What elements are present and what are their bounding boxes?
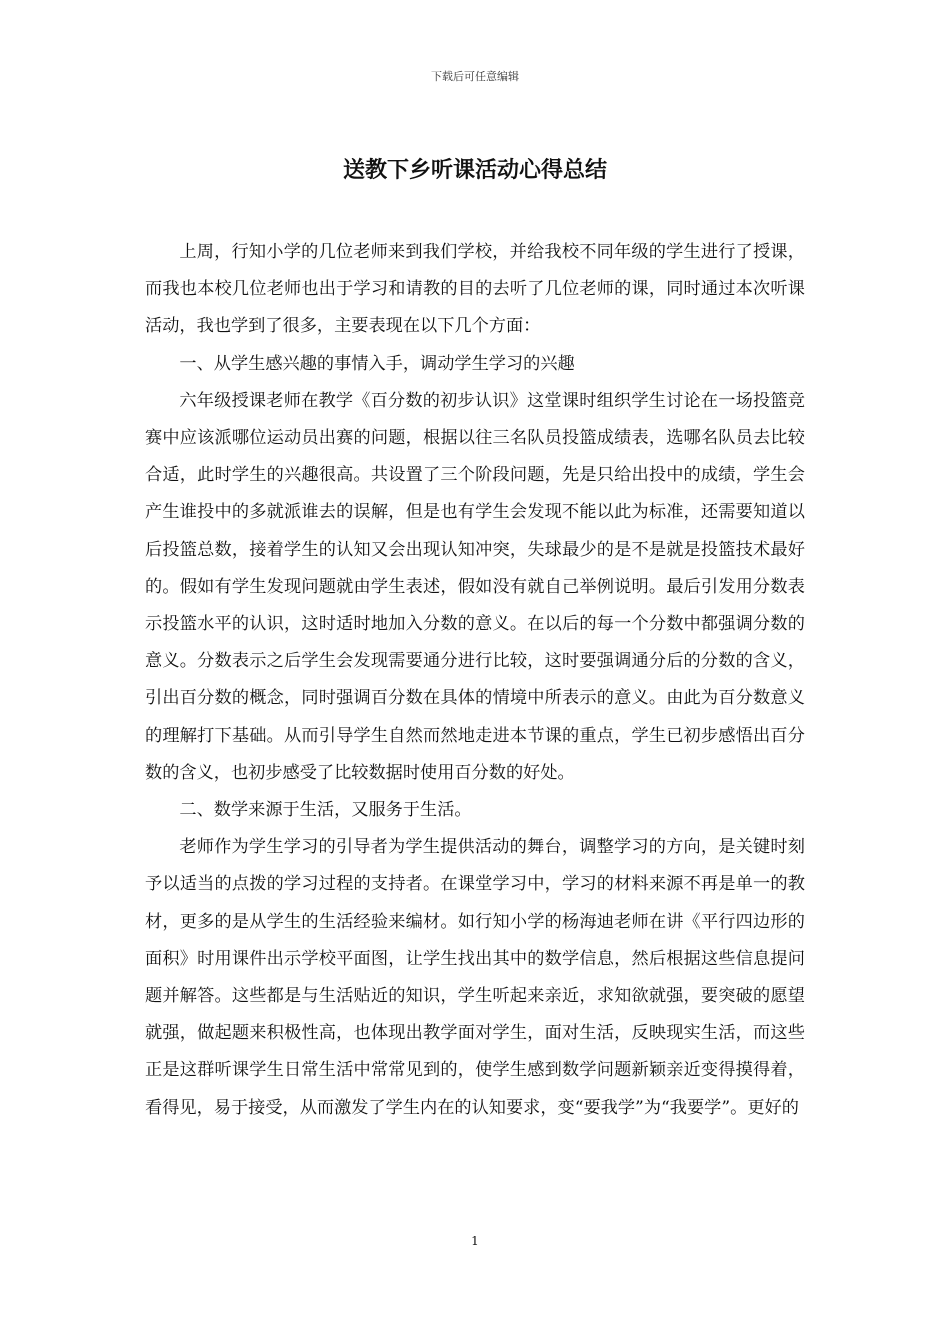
paragraph-intro: 上周，行知小学的几位老师来到我们学校，并给我校不同年级的学生进行了授课，而我也本校几位老师也出于学习和请教的目的去听了几位老师的课，同时通过本次听课活动，我也学到了很多，主要表现在以下几个方面：	[145, 242, 805, 337]
page-number: 1	[471, 1234, 479, 1248]
document-body	[145, 234, 805, 1127]
paragraph-section-2: 老师作为学生学习的引导者为学生提供活动的舞台，调整学习的方向，是关键时刻予以适当的点拨的学习过程的支持者。在课堂学习中，学习的材料来源不再是单一的教材，更多的是从学生的生活经验来编材。如行知小学的杨海迪老师在讲《平行四边形的面积》时用课件出示学校平面图，让学生找出其中的数学信息，然后根据这些信息提问题并解答。这些都是与生活贴近的知识，学生听起来亲近，求知欲就强，要突破的愿望就强，做起题来积极性高，也体现出教学面对学生，面对生活，反映现实生活，而这些正是这群听课学生日常生活中常常见到的，使学生感到数学问题新颖亲近变得摸得着，看得见，易于接受，从而激发了学生内在的认知要求，变“要我学”为“我要学”。更好的	[145, 837, 805, 1118]
section-heading-2: 二、数学来源于生活，又服务于生活。	[179, 800, 472, 821]
document-title: 送教下乡听课活动心得总结	[342, 157, 607, 183]
section-heading-1: 一、从学生感兴趣的事情入手，调动学生学习的兴趣	[179, 353, 575, 374]
paragraph-section-1: 六年级授课老师在教学《百分数的初步认识》这堂课时组织学生讨论在一场投篮竞赛中应该派哪位运动员出赛的问题，根据以往三名队员投篮成绩表，选哪名队员去比较合适，此时学生的兴趣很高。共设置了三个阶段问题，先是只给出投中的成绩，学生会产生谁投中的多就派谁去的误解，但是也有学生会发现不能以此为标准，还需要知道以后投篮总数，接着学生的认知又会出现认知冲突，失球最少的是不是就是投篮技术最好的。假如有学生发现问题就由学生表述，假如没有就自己举例说明。最后引发用分数表示投篮水平的认识，这时适时地加入分数的意义。在以后的每一个分数中都强调分数的意义。分数表示之后学生会发现需要通分进行比较，这时要强调通分后的分数的含义，引出百分数的概念，同时强调百分数在具体的情境中所表示的意义。由此为百分数意义的理解打下基础。从而引导学生自然而然地走进本节课的重点，学生已初步感悟出百分数的含义，也初步感受了比较数据时使用百分数的好处。	[145, 390, 805, 783]
header-note: 下载后可任意编辑	[431, 70, 519, 83]
